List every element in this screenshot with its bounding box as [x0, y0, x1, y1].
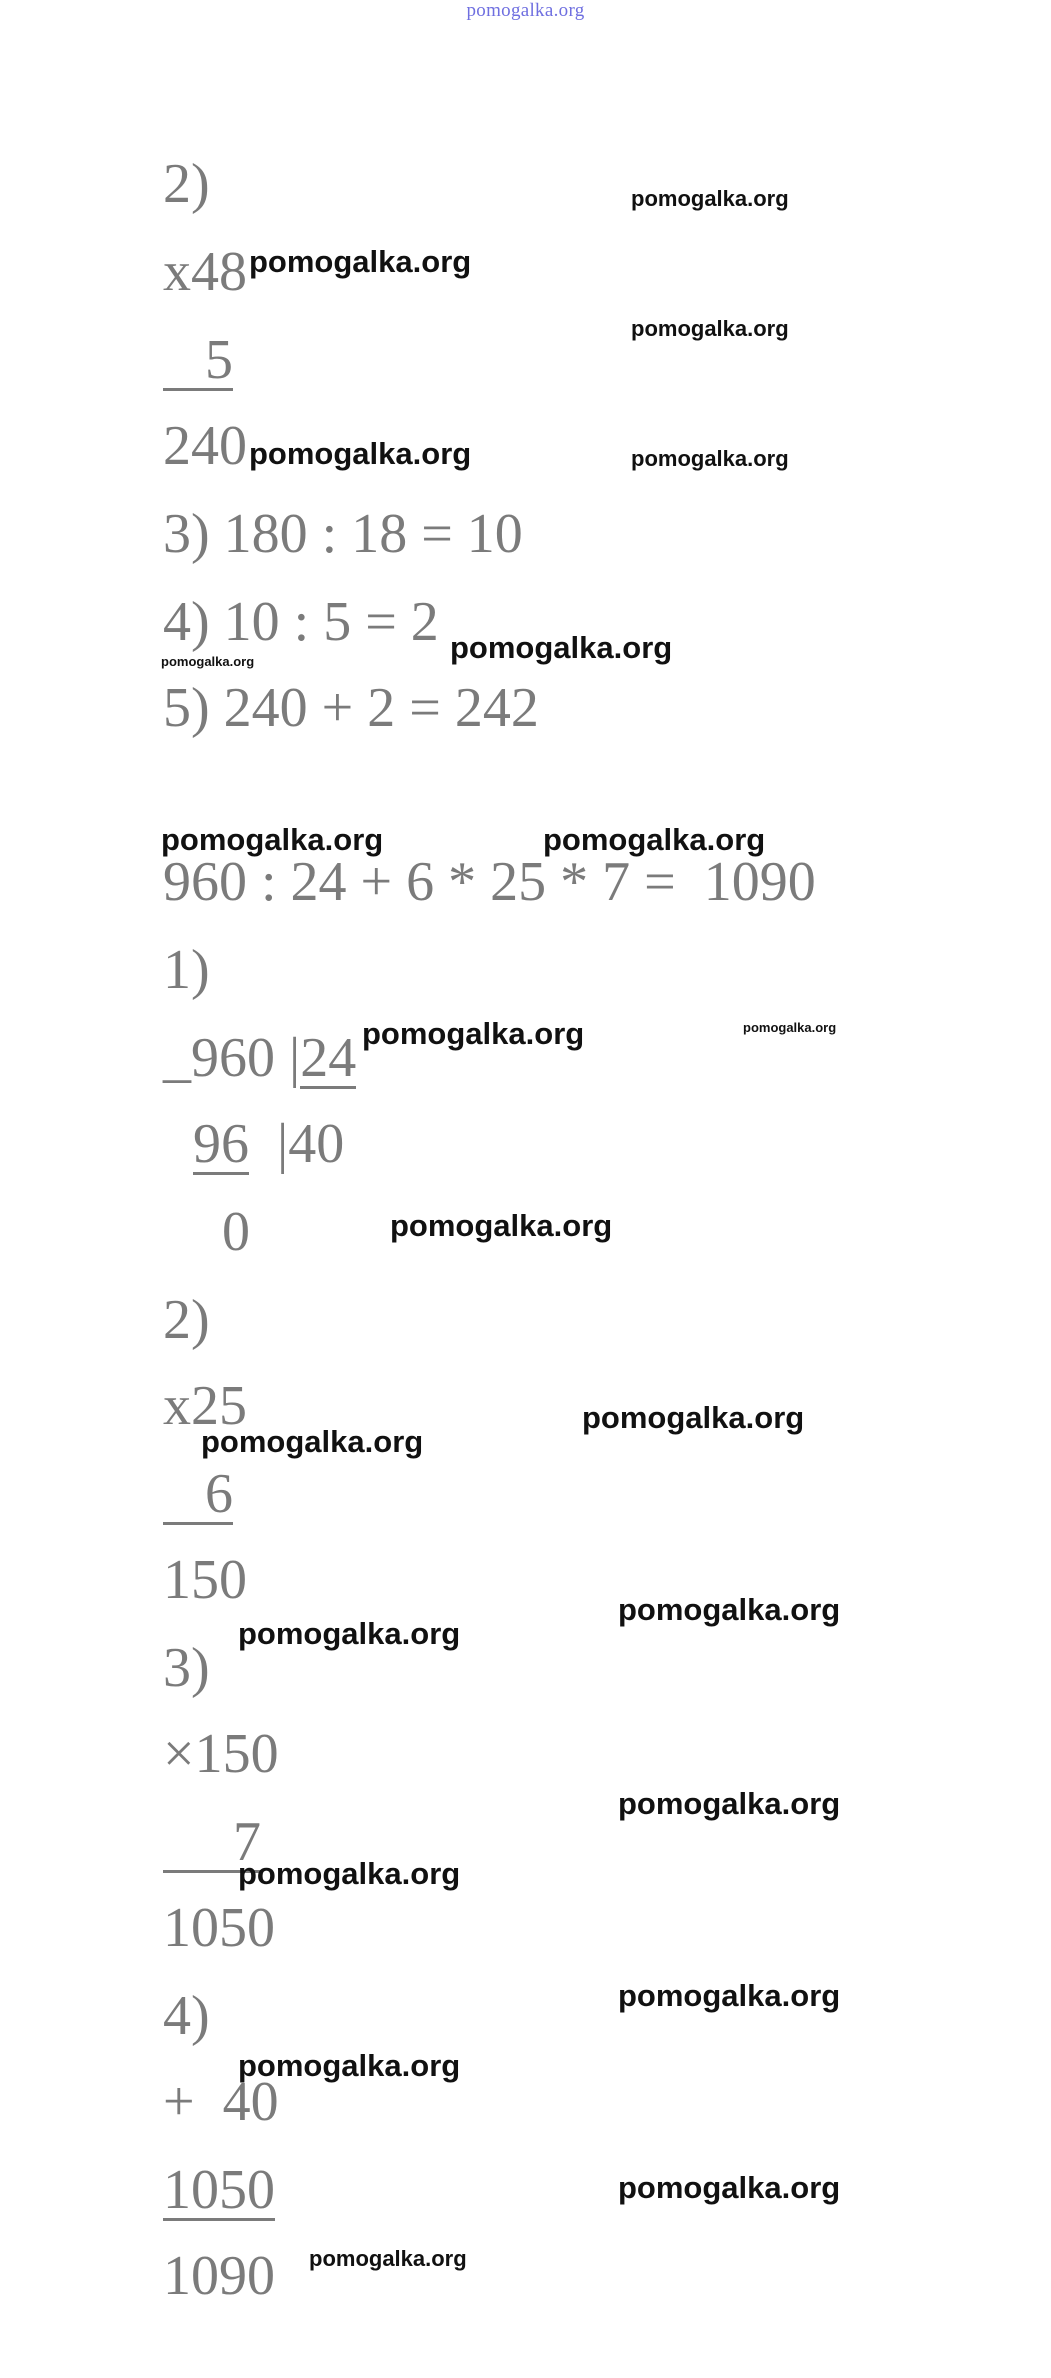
watermark: pomogalka.org	[618, 1786, 841, 1821]
add-bottom	[163, 2158, 275, 2222]
step2-label-b: 2)	[163, 1289, 210, 1351]
step1-label: 1)	[163, 939, 210, 1001]
watermark: pomogalka.org	[631, 316, 789, 341]
mult2-top: ×150	[163, 1723, 279, 1785]
watermark: pomogalka.org	[238, 1616, 461, 1651]
mult1-bottom	[163, 1462, 233, 1526]
watermark: pomogalka.org	[238, 1856, 461, 1891]
watermark: pomogalka.org	[309, 2246, 467, 2271]
division-divisor: 24	[300, 1027, 357, 1089]
watermark: pomogalka.org	[631, 446, 789, 471]
watermark: pomogalka.org	[249, 436, 472, 471]
expression-line: 960 : 24 + 6 * 25 * 7 = 1090	[163, 851, 816, 913]
watermark: pomogalka.org	[618, 1592, 841, 1627]
step2-label: 2)	[163, 153, 210, 215]
watermark: pomogalka.org	[249, 244, 472, 279]
mult2-result: 1050	[163, 1897, 275, 1959]
mult-bottom-value: 5	[163, 329, 233, 391]
mult-top: x48	[163, 241, 247, 303]
step4-line: 4) 10 : 5 = 2	[163, 591, 439, 653]
division-dividend: _960 |	[163, 1027, 301, 1089]
division-quotient: |40	[249, 1113, 345, 1175]
watermark: pomogalka.org	[582, 1400, 805, 1435]
watermark: pomogalka.org	[390, 1208, 613, 1243]
division-subtrahend: 96	[193, 1113, 249, 1175]
watermark: pomogalka.org	[450, 630, 673, 665]
watermark: pomogalka.org	[618, 1978, 841, 2013]
mult1-bottom-value: 6	[163, 1463, 233, 1525]
watermark: pomogalka.org	[543, 822, 766, 857]
mult1-top: x25	[163, 1375, 247, 1437]
division-sub-row	[193, 1112, 344, 1176]
step4-label-b: 4)	[163, 1985, 210, 2047]
watermark: pomogalka.org	[362, 1016, 585, 1051]
mult2-bottom-value: 7	[163, 1811, 261, 1873]
watermark: pomogalka.org	[618, 2170, 841, 2205]
division-remainder: 0	[222, 1201, 250, 1263]
watermark: pomogalka.org	[161, 822, 384, 857]
watermark: pomogalka.org	[631, 186, 789, 211]
add-result: 1090	[163, 2245, 275, 2307]
step3-label-b: 3)	[163, 1637, 210, 1699]
add-top: + 40	[163, 2071, 279, 2133]
step3-line: 3) 180 : 18 = 10	[163, 503, 523, 565]
mult1-result: 150	[163, 1549, 247, 1611]
step5-line: 5) 240 + 2 = 242	[163, 677, 539, 739]
mult-bottom	[163, 328, 233, 392]
watermark: pomogalka.org	[238, 2048, 461, 2083]
top-watermark: pomogalka.org	[466, 0, 585, 21]
watermark: pomogalka.org	[201, 1424, 424, 1459]
watermark: pomogalka.org	[161, 654, 255, 669]
division-row	[163, 1026, 356, 1090]
add-bottom-value: 1050	[163, 2159, 275, 2221]
watermark: pomogalka.org	[743, 1020, 837, 1035]
mult-result: 240	[163, 415, 247, 477]
